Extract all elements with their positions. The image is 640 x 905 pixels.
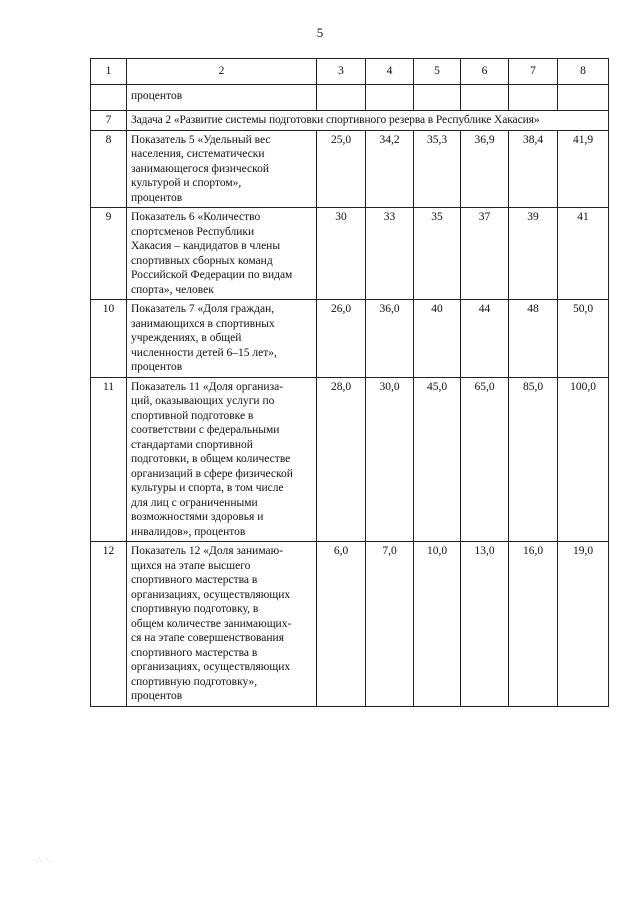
indicator-text-line: Российской Федерации по видам [131,269,293,281]
value-cell: 39 [509,208,558,300]
value-cell: 41 [558,208,609,300]
value-cell [509,85,558,111]
header-cell: 7 [509,59,558,85]
indicator-text-line: Показатель 6 «Количество [131,211,261,223]
indicator-text [127,208,317,300]
row-number-cell [91,85,127,111]
value-cell: 34,2 [366,130,414,208]
indicator-text-line: инвалидов», процентов [131,525,246,538]
value-cell: 19,0 [558,542,609,707]
value-cell [461,85,509,111]
row-number-cell: 7 [91,111,127,131]
indicator-text-line: организациях, осуществляющих [131,661,291,673]
indicator-text-line: спортивного мастерства в [131,574,258,586]
value-cell: 65,0 [461,377,509,542]
task-title: Задача 2 «Развитие системы подготовки спортивного резерва в Республике Хакасия» [127,111,609,131]
value-cell: 35,3 [414,130,461,208]
indicator-text-line: подготовки, в общем количестве [131,453,291,465]
indicator-text-line: Показатель 7 «Доля граждан, [131,303,275,315]
indicator-text-line: организациях, осуществляющих [131,588,291,601]
indicator-text-line: численности детей 6–15 лет», [131,346,277,359]
indicator-text-line: ций, оказывающих услуги по [131,395,275,407]
value-cell: 30 [317,208,366,300]
indicator-text-line: ся на этапе совершенствования [131,632,284,644]
value-cell [414,85,461,111]
header-cell: 3 [317,59,366,85]
indicator-text-line: Хакасия – кандидатов в члены [131,240,281,252]
indicator-text-line: спортивных сборных команд [131,254,273,267]
header-cell: 6 [461,59,509,85]
value-cell: 28,0 [317,377,366,542]
table-row [91,130,609,208]
value-cell: 100,0 [558,377,609,542]
value-cell [317,85,366,111]
indicator-text-line: соответствии с федеральными [131,424,280,436]
value-cell: 40 [414,300,461,378]
value-cell: 33 [366,208,414,300]
indicator-text [127,300,317,378]
value-cell: 37 [461,208,509,300]
indicator-text-line: Показатель 11 «Доля организа- [131,380,284,393]
indicator-text-line: спорта», человек [131,283,214,296]
value-cell: 44 [461,300,509,378]
indicator-text: процентов [127,85,317,111]
scan-mark: ·∴ ·. [34,856,52,864]
header-cell: 8 [558,59,609,85]
indicator-text-line: культуры и спорта, в том числе [131,482,284,494]
value-cell: 6,0 [317,542,366,707]
indicator-text-line: стандартами спортивной [131,438,253,451]
row-number-cell: 8 [91,130,127,208]
indicator-text-line: спортсменов Республики [131,225,255,238]
indicator-text-line: населения, систематически [131,148,265,160]
value-cell: 35 [414,208,461,300]
value-cell: 48 [509,300,558,378]
header-cell: 4 [366,59,414,85]
value-cell: 26,0 [317,300,366,378]
indicator-text-line: занимающихся в спортивных [131,317,275,330]
row-number-cell: 12 [91,542,127,707]
table-row [91,542,609,707]
indicator-text [127,542,317,707]
header-row [91,59,609,85]
indicator-text-line: спортивную подготовку», [131,675,258,688]
indicator-text-line: спортивной подготовке в [131,409,254,422]
row-number-cell: 10 [91,300,127,378]
indicator-text-line: щихся на этапе высшего [131,559,251,572]
indicator-text [127,130,317,208]
indicator-text-line: спортивную подготовку, в [131,603,259,615]
value-cell: 41,9 [558,130,609,208]
indicator-text-line: процентов [131,361,183,373]
value-cell: 50,0 [558,300,609,378]
value-cell: 13,0 [461,542,509,707]
indicator-text-line: организаций в сфере физической [131,467,293,480]
header-cell: 2 [127,59,317,85]
value-cell: 16,0 [509,542,558,707]
value-cell: 7,0 [366,542,414,707]
indicator-text-line: общем количестве занимающих- [131,617,292,630]
continuation-row [91,85,609,111]
indicator-text-line: для лиц с ограниченными [131,496,258,509]
header-cell: 5 [414,59,461,85]
indicator-text-line: учреждениях, в общей [131,332,242,344]
indicator-text [127,377,317,542]
page-number: 5 [316,25,324,40]
indicator-text-line: процентов [131,690,183,702]
row-number-cell: 9 [91,208,127,300]
indicator-text-line: спортивного мастерства в [131,646,258,659]
value-cell: 38,4 [509,130,558,208]
value-cell: 45,0 [414,377,461,542]
value-cell: 85,0 [509,377,558,542]
task-row [91,111,609,131]
value-cell: 10,0 [414,542,461,707]
table-row [91,300,609,378]
header-cell: 1 [91,59,127,85]
indicator-text-line: процентов [131,191,183,204]
value-cell [366,85,414,111]
indicator-text-line: занимающегося физической [131,162,270,175]
value-cell: 30,0 [366,377,414,542]
value-cell: 36,9 [461,130,509,208]
value-cell: 25,0 [317,130,366,208]
table-row [91,377,609,542]
value-cell: 36,0 [366,300,414,378]
indicators-table [90,58,609,707]
indicator-text-line: Показатель 5 «Удельный вес [131,133,271,146]
indicator-text-line: Показатель 12 «Доля занимаю- [131,545,284,557]
indicator-text-line: возможностями здоровья и [131,511,264,523]
value-cell [558,85,609,111]
row-number-cell: 11 [91,377,127,542]
table-row [91,208,609,300]
indicator-text-line: культурой и спортом», [131,177,242,189]
